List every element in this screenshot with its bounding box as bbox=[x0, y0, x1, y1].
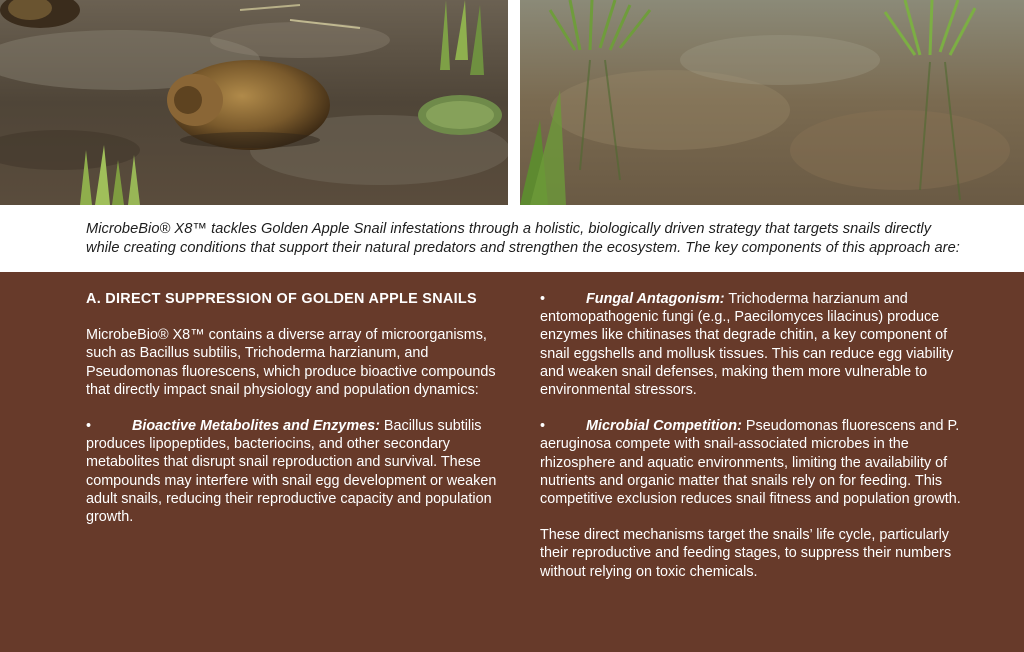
bullet-marker: • bbox=[86, 418, 92, 435]
bullet-text: Bacillus subtilis produces lipopeptides, bacteriocins, and other secondary metabolites that disrupt snail reproduction and survival. These compounds may interfere with snail egg development or weaken adult snails, reducing their reproductive capacity and population growth. bbox=[86, 418, 497, 526]
bullet-term: Bioactive Metabolites and Enzymes: bbox=[132, 418, 380, 435]
right-column bbox=[540, 288, 980, 581]
bullet-text: Trichoderma harzianum and entomopathogenic fungi (e.g., Paecilomyces lilacinus) produce enzymes like chitinases that degrade chitin, a key component of snail eggshells and mollusk tissues. This can reduce egg viability and weaken snail defenses, making them more vulnerable to environmental stressors. bbox=[540, 291, 954, 399]
bullet-term: Fungal Antagonism: bbox=[586, 291, 725, 307]
bullet-text: Pseudomonas fluorescens and P. aeruginosa compete with snail-associated microbes in the rhizosphere and aquatic environments, limiting the availability of nutrients and organic matter that snails rely on for feeding. This competitive exclusion reduces snail fitness and population growth. bbox=[540, 418, 961, 508]
snail-photo bbox=[0, 0, 508, 205]
bullet-fungal-antagonism bbox=[540, 290, 980, 399]
intro-line-1: MicrobeBio® X8™ tackles Golden Apple Snail infestations through a holistic, biologically driven strategy that targets snails directly bbox=[86, 221, 932, 237]
intro-paragraph bbox=[86, 220, 986, 258]
intro-body-paragraph: MicrobeBio® X8™ contains a diverse array of microorganisms, such as Bacillus subtilis, Trichoderma harzianum, and Pseudomonas fluorescens, which produce bioactive compounds that directly impact snail physiology and population dynamics: bbox=[86, 327, 496, 398]
bullet-microbial-competition bbox=[540, 417, 980, 508]
closing-paragraph: These direct mechanisms target the snails’ life cycle, particularly their reproductive and feeding stages, to suppress their numbers without relying on toxic chemicals. bbox=[540, 527, 952, 580]
photo-strip bbox=[0, 0, 1024, 205]
bullet-marker: • bbox=[540, 418, 546, 435]
snail-photo-illustration bbox=[0, 0, 508, 205]
rice-paddy-illustration bbox=[520, 0, 1024, 205]
intro-line-2: while creating conditions that support their natural predators and strengthen the ecosystem. The key components of this approach are: bbox=[86, 240, 960, 256]
rice-paddy-photo bbox=[520, 0, 1024, 205]
intro-band bbox=[0, 205, 1024, 272]
bullet-marker: • bbox=[540, 291, 546, 307]
left-column bbox=[86, 288, 504, 526]
bullet-term: Microbial Competition: bbox=[586, 418, 742, 435]
section-heading: A. DIRECT SUPPRESSION OF GOLDEN APPLE SNAILS bbox=[86, 291, 477, 307]
bullet-bioactive-metabolites bbox=[86, 417, 504, 526]
